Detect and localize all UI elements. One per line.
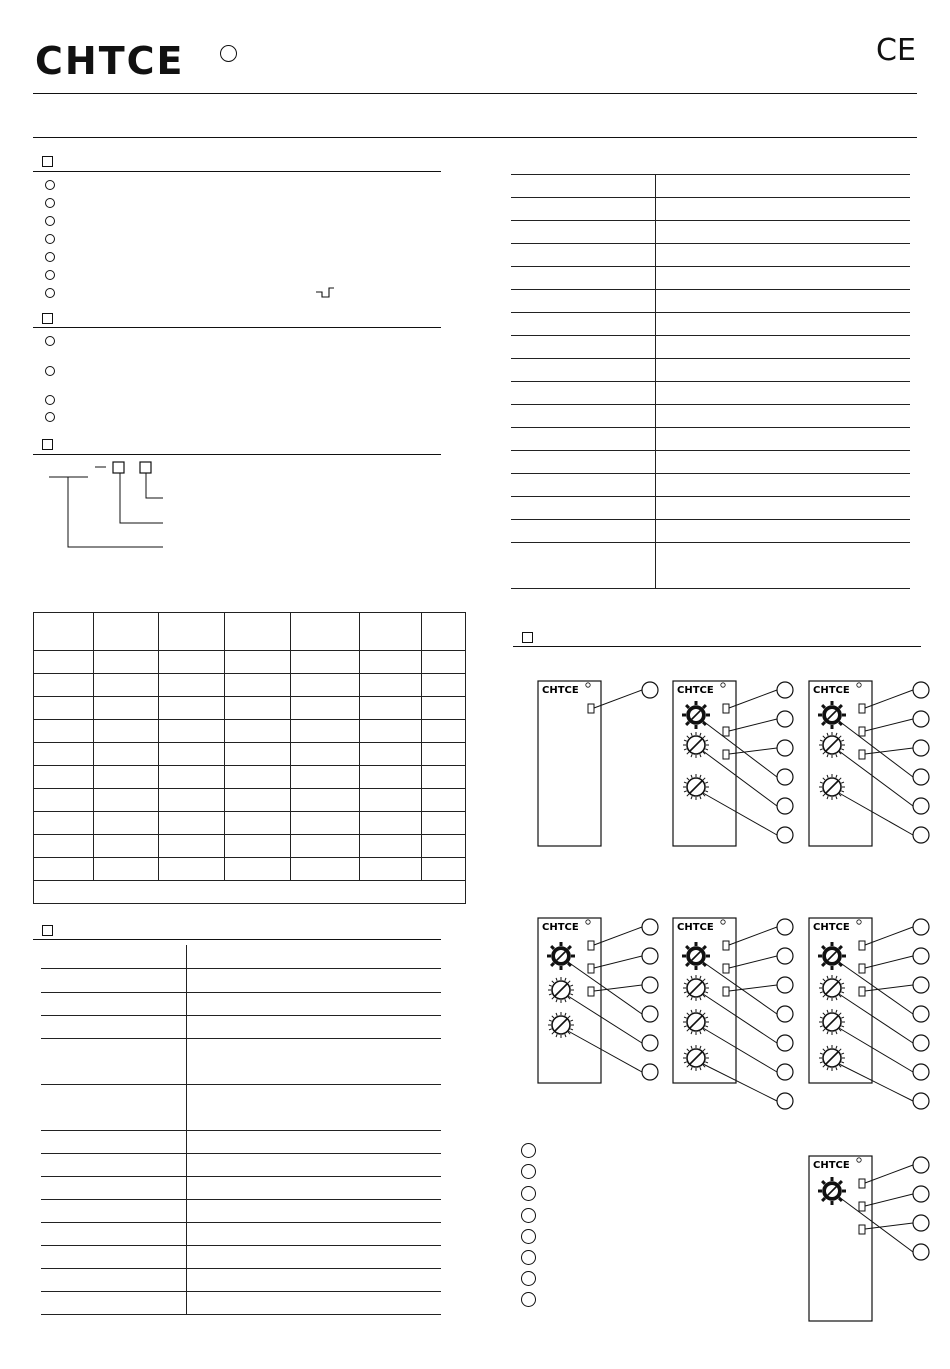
led-indicator	[723, 727, 729, 736]
dial-knob-icon	[819, 975, 845, 1001]
callout-circle-icon	[913, 827, 929, 843]
dial-knob-icon	[819, 1009, 845, 1035]
callout-circle-icon	[521, 1143, 536, 1158]
callout-circle-icon	[642, 919, 658, 935]
led-indicator	[588, 704, 594, 713]
callout-circle-icon	[777, 711, 793, 727]
callout-circle-icon	[521, 1229, 536, 1244]
callout-circle-icon	[913, 769, 929, 785]
led-indicator	[723, 704, 729, 713]
panel-logo: CHTCE	[813, 1160, 850, 1171]
callout-circle-icon	[913, 1186, 929, 1202]
dial-knob-icon	[683, 975, 709, 1001]
dial-knob-icon	[683, 732, 709, 758]
callout-circle-icon	[777, 798, 793, 814]
dial-knob-icon	[683, 1045, 709, 1071]
callout-circle-icon	[913, 740, 929, 756]
led-indicator	[588, 964, 594, 973]
panel-logo: CHTCE	[542, 922, 579, 933]
panel-logo: CHTCE	[813, 685, 850, 696]
callout-circle-icon	[913, 798, 929, 814]
callout-circle-icon	[777, 1006, 793, 1022]
panel-logo: CHTCE	[677, 922, 714, 933]
dial-knob-icon	[547, 942, 575, 970]
led-indicator	[859, 704, 865, 713]
callout-circle-icon	[913, 977, 929, 993]
dial-knob-icon	[818, 942, 846, 970]
led-indicator	[859, 1202, 865, 1211]
led-indicator	[859, 964, 865, 973]
callout-circle-icon	[913, 1215, 929, 1231]
dial-knob-icon	[819, 774, 845, 800]
led-indicator	[723, 941, 729, 950]
callout-circle-icon	[777, 948, 793, 964]
led-indicator	[723, 750, 729, 759]
callout-circle-icon	[777, 977, 793, 993]
callout-circle-icon	[777, 1035, 793, 1051]
callout-circle-icon	[913, 1157, 929, 1173]
led-indicator	[723, 964, 729, 973]
callout-circle-icon	[642, 977, 658, 993]
callout-circle-icon	[777, 1093, 793, 1109]
ce-mark: CE	[876, 33, 916, 68]
callout-circle-icon	[777, 682, 793, 698]
dial-knob-icon	[819, 732, 845, 758]
dial-knob-icon	[682, 942, 710, 970]
callout-circle-icon	[521, 1250, 536, 1265]
callout-circle-icon	[642, 1064, 658, 1080]
callout-circle-icon	[913, 1035, 929, 1051]
callout-circle-icon	[913, 919, 929, 935]
dial-knob-icon	[819, 1045, 845, 1071]
dial-knob-icon	[548, 977, 574, 1003]
callout-circle-icon	[521, 1164, 536, 1179]
led-indicator	[588, 987, 594, 996]
callout-circle-icon	[913, 1006, 929, 1022]
callout-circle-icon	[642, 1035, 658, 1051]
dial-knob-icon	[683, 1009, 709, 1035]
callout-circle-icon	[777, 769, 793, 785]
dial-knob-icon	[818, 701, 846, 729]
callout-circle-icon	[777, 740, 793, 756]
callout-circle-icon	[521, 1208, 536, 1223]
callout-circle-icon	[913, 682, 929, 698]
callout-circle-icon	[913, 1244, 929, 1260]
callout-circle-icon	[521, 1292, 536, 1307]
callout-circle-icon	[521, 1271, 536, 1286]
led-indicator	[859, 750, 865, 759]
dial-knob-icon	[683, 774, 709, 800]
led-indicator	[859, 1225, 865, 1234]
callout-circle-icon	[777, 827, 793, 843]
panel-logo: CHTCE	[813, 922, 850, 933]
brand-logo: CHTCE	[35, 39, 185, 83]
panel-logo: CHTCE	[542, 685, 579, 696]
callout-circle-icon	[913, 948, 929, 964]
dial-knob-icon	[548, 1012, 574, 1038]
callout-circle-icon	[777, 1064, 793, 1080]
callout-circle-icon	[777, 919, 793, 935]
callout-circle-icon	[913, 1093, 929, 1109]
callout-circle-icon	[521, 1186, 536, 1201]
callout-circle-icon	[642, 682, 658, 698]
panel-logo: CHTCE	[677, 685, 714, 696]
led-indicator	[859, 987, 865, 996]
callout-circle-icon	[642, 1006, 658, 1022]
led-indicator	[859, 1179, 865, 1188]
callout-circle-icon	[642, 948, 658, 964]
callout-circle-icon	[913, 1064, 929, 1080]
led-indicator	[723, 987, 729, 996]
dial-knob-icon	[682, 701, 710, 729]
led-indicator	[588, 941, 594, 950]
callout-circle-icon	[913, 711, 929, 727]
led-indicator	[859, 727, 865, 736]
led-indicator	[859, 941, 865, 950]
